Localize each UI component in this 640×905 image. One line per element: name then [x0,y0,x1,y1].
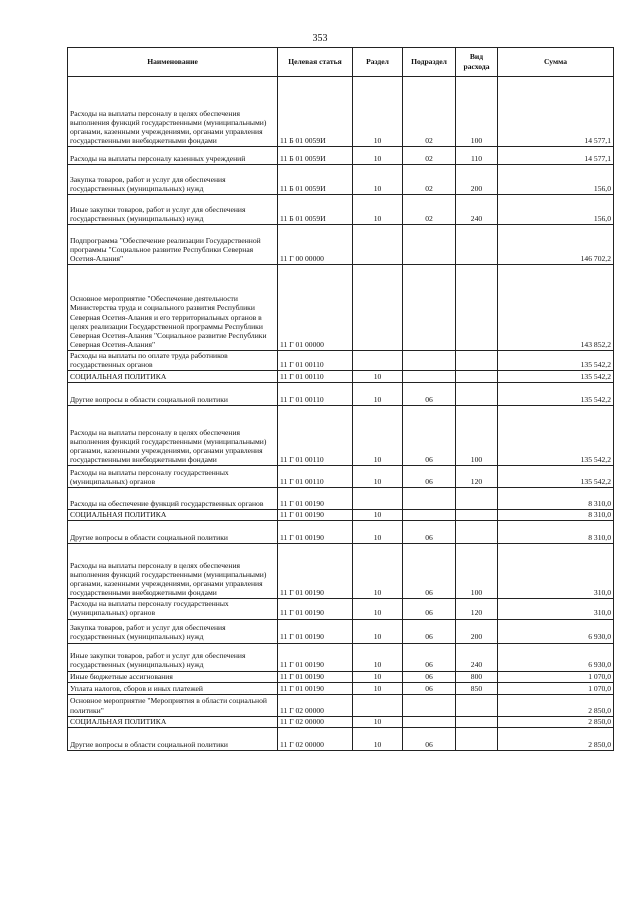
row-subsection: 06 [403,544,456,599]
row-name: Иные закупки товаров, работ и услуг для обеспечения государственных (муниципальных) нужд [68,195,278,225]
row-expense-type [456,371,498,383]
row-name: Подпрограмма "Обеспечение реализации Государственной программы "Социальное развитие Республики Северная Осетия-Алания" [68,225,278,265]
table-row [68,682,614,694]
row-subsection [403,371,456,383]
row-name: Расходы на выплаты персоналу в целях обеспечения выполнения функций государственными (муниципальными) органами, казенными учреждениями, органами управления государственными внебюджетными фондами [68,544,278,599]
row-section: 10 [353,671,403,682]
row-sum: 135 542,2 [498,406,614,466]
row-sum: 2 850,0 [498,694,614,716]
row-name: СОЦИАЛЬНАЯ ПОЛИТИКА [68,716,278,727]
row-subsection: 06 [403,466,456,488]
row-subsection: 02 [403,147,456,165]
row-expense-type: 200 [456,619,498,643]
row-section: 10 [353,716,403,727]
row-expense-type: 800 [456,671,498,682]
row-section: 10 [353,619,403,643]
row-expense-type: 100 [456,406,498,466]
column-header-target-item: Целевая статья [278,48,353,77]
row-target-item: 11 Г 00 00000 [278,225,353,265]
table-row [68,643,614,671]
row-subsection [403,716,456,727]
row-section [353,225,403,265]
table-row [68,195,614,225]
row-sum: 14 577,1 [498,147,614,165]
table-row [68,147,614,165]
table-row [68,510,614,521]
row-expense-type [456,225,498,265]
row-target-item: 11 Г 01 00190 [278,619,353,643]
row-name: СОЦИАЛЬНАЯ ПОЛИТИКА [68,371,278,383]
row-sum: 8 310,0 [498,521,614,544]
row-sum: 1 070,0 [498,682,614,694]
table-row [68,265,614,351]
row-sum: 146 702,2 [498,225,614,265]
row-name: СОЦИАЛЬНАЯ ПОЛИТИКА [68,510,278,521]
row-expense-type: 850 [456,682,498,694]
row-subsection: 06 [403,643,456,671]
row-section: 10 [353,147,403,165]
row-subsection [403,225,456,265]
row-expense-type: 100 [456,77,498,147]
row-name: Расходы на выплаты персоналу в целях обеспечения выполнения функций государственными (муниципальными) органами, казенными учреждениями, органами управления государственными внебюджетными фондами [68,77,278,147]
row-subsection: 02 [403,195,456,225]
row-expense-type [456,510,498,521]
row-target-item: 11 Г 01 00110 [278,371,353,383]
row-subsection [403,265,456,351]
row-target-item: 11 Г 01 00190 [278,643,353,671]
row-sum: 1 070,0 [498,671,614,682]
table-row [68,619,614,643]
row-section: 10 [353,466,403,488]
row-sum: 310,0 [498,599,614,619]
column-header-subsection: Подраздел [403,48,456,77]
row-sum: 8 310,0 [498,488,614,510]
row-section: 10 [353,383,403,406]
row-sum: 14 577,1 [498,77,614,147]
row-expense-type: 240 [456,643,498,671]
column-header-name: Наименование [68,48,278,77]
column-header-sum: Сумма [498,48,614,77]
row-target-item: 11 Г 01 00190 [278,521,353,544]
row-target-item: 11 Г 01 00190 [278,682,353,694]
row-expense-type: 100 [456,544,498,599]
table-row [68,694,614,716]
row-subsection: 02 [403,77,456,147]
row-name: Закупка товаров, работ и услуг для обеспечения государственных (муниципальных) нужд [68,165,278,195]
row-section: 10 [353,521,403,544]
row-section: 10 [353,727,403,750]
row-subsection: 02 [403,165,456,195]
row-expense-type: 120 [456,599,498,619]
row-section [353,265,403,351]
row-target-item: 11 Г 01 00190 [278,488,353,510]
row-name: Другие вопросы в области социальной политики [68,383,278,406]
row-name: Уплата налогов, сборов и иных платежей [68,682,278,694]
row-target-item: 11 Б 01 0059И [278,147,353,165]
row-section [353,488,403,510]
row-subsection: 06 [403,521,456,544]
row-sum: 2 850,0 [498,727,614,750]
row-name: Основное мероприятие "Обеспечение деятельности Министерства труда и социального развития Республики Северная Осетия-Алания и его территориальных органов в целях реализации Государственной программы Республики Северная Осетия-Алания "Социальное развитие Республики Северная Осетия-Алания" [68,265,278,351]
table-row [68,671,614,682]
table-row [68,599,614,619]
row-subsection: 06 [403,727,456,750]
row-name: Расходы на выплаты персоналу государственных (муниципальных) органов [68,466,278,488]
row-target-item: 11 Г 01 00190 [278,671,353,682]
row-expense-type [456,727,498,750]
row-section: 10 [353,510,403,521]
row-subsection: 06 [403,406,456,466]
row-expense-type [456,351,498,371]
row-expense-type [456,694,498,716]
row-expense-type: 240 [456,195,498,225]
row-name: Иные бюджетные ассигнования [68,671,278,682]
table-body [68,77,614,751]
row-sum: 156,0 [498,195,614,225]
row-target-item: 11 Г 01 00190 [278,510,353,521]
table-row [68,165,614,195]
row-subsection [403,510,456,521]
row-name: Расходы на выплаты персоналу казенных учреждений [68,147,278,165]
row-target-item: 11 Б 01 0059И [278,195,353,225]
table-row [68,521,614,544]
row-target-item: 11 Г 01 00110 [278,351,353,371]
row-name: Основное мероприятие "Мероприятия в области социальной политики" [68,694,278,716]
row-name: Другие вопросы в области социальной политики [68,727,278,750]
row-target-item: 11 Г 01 00110 [278,383,353,406]
row-sum: 310,0 [498,544,614,599]
table-row [68,371,614,383]
row-section: 10 [353,406,403,466]
row-target-item: 11 Г 02 00000 [278,727,353,750]
table-row [68,488,614,510]
row-target-item: 11 Г 02 00000 [278,694,353,716]
row-expense-type [456,716,498,727]
row-expense-type: 120 [456,466,498,488]
row-expense-type [456,521,498,544]
row-name: Закупка товаров, работ и услуг для обеспечения государственных (муниципальных) нужд [68,619,278,643]
row-sum: 2 850,0 [498,716,614,727]
row-name: Расходы на выплаты по оплате труда работников государственных органов [68,351,278,371]
row-sum: 143 852,2 [498,265,614,351]
row-subsection: 06 [403,383,456,406]
row-sum: 135 542,2 [498,466,614,488]
column-header-expense-type: Вид расхода [456,48,498,77]
row-subsection [403,351,456,371]
table-row [68,225,614,265]
row-name: Другие вопросы в области социальной политики [68,521,278,544]
row-subsection [403,694,456,716]
row-target-item: 11 Г 01 00000 [278,265,353,351]
row-subsection: 06 [403,599,456,619]
table-row [68,406,614,466]
table-row [68,544,614,599]
table-row [68,727,614,750]
row-target-item: 11 Г 02 00000 [278,716,353,727]
row-expense-type [456,383,498,406]
row-name: Расходы на выплаты персоналу государственных (муниципальных) органов [68,599,278,619]
row-expense-type: 200 [456,165,498,195]
row-sum: 135 542,2 [498,371,614,383]
row-name: Расходы на выплаты персоналу в целях обеспечения выполнения функций государственными (муниципальными) органами, казенными учреждениями, органами управления государственными внебюджетными фондами [68,406,278,466]
table-row [68,466,614,488]
row-sum: 135 542,2 [498,383,614,406]
row-section: 10 [353,643,403,671]
row-section: 10 [353,195,403,225]
row-subsection: 06 [403,671,456,682]
column-header-section: Раздел [353,48,403,77]
row-target-item: 11 Г 01 00190 [278,544,353,599]
table-row [68,77,614,147]
row-subsection [403,488,456,510]
row-section: 10 [353,682,403,694]
row-target-item: 11 Б 01 0059И [278,165,353,195]
table-row [68,351,614,371]
table-row [68,383,614,406]
row-subsection: 06 [403,682,456,694]
row-sum: 135 542,2 [498,351,614,371]
page-number: 353 [312,33,328,44]
table-header-row [68,48,614,77]
row-section [353,351,403,371]
row-target-item: 11 Г 01 00190 [278,599,353,619]
row-sum: 156,0 [498,165,614,195]
row-section: 10 [353,544,403,599]
row-expense-type [456,488,498,510]
row-sum: 6 930,0 [498,619,614,643]
row-section: 10 [353,165,403,195]
row-section: 10 [353,77,403,147]
row-section [353,694,403,716]
row-name: Расходы на обеспечение функций государственных органов [68,488,278,510]
row-sum: 6 930,0 [498,643,614,671]
row-name: Иные закупки товаров, работ и услуг для обеспечения государственных (муниципальных) нужд [68,643,278,671]
row-target-item: 11 Г 01 00110 [278,406,353,466]
row-subsection: 06 [403,619,456,643]
budget-table [67,47,614,751]
row-section: 10 [353,371,403,383]
row-expense-type [456,265,498,351]
row-sum: 8 310,0 [498,510,614,521]
row-target-item: 11 Г 01 00110 [278,466,353,488]
row-section: 10 [353,599,403,619]
table-row [68,716,614,727]
row-target-item: 11 Б 01 0059И [278,77,353,147]
row-expense-type: 110 [456,147,498,165]
